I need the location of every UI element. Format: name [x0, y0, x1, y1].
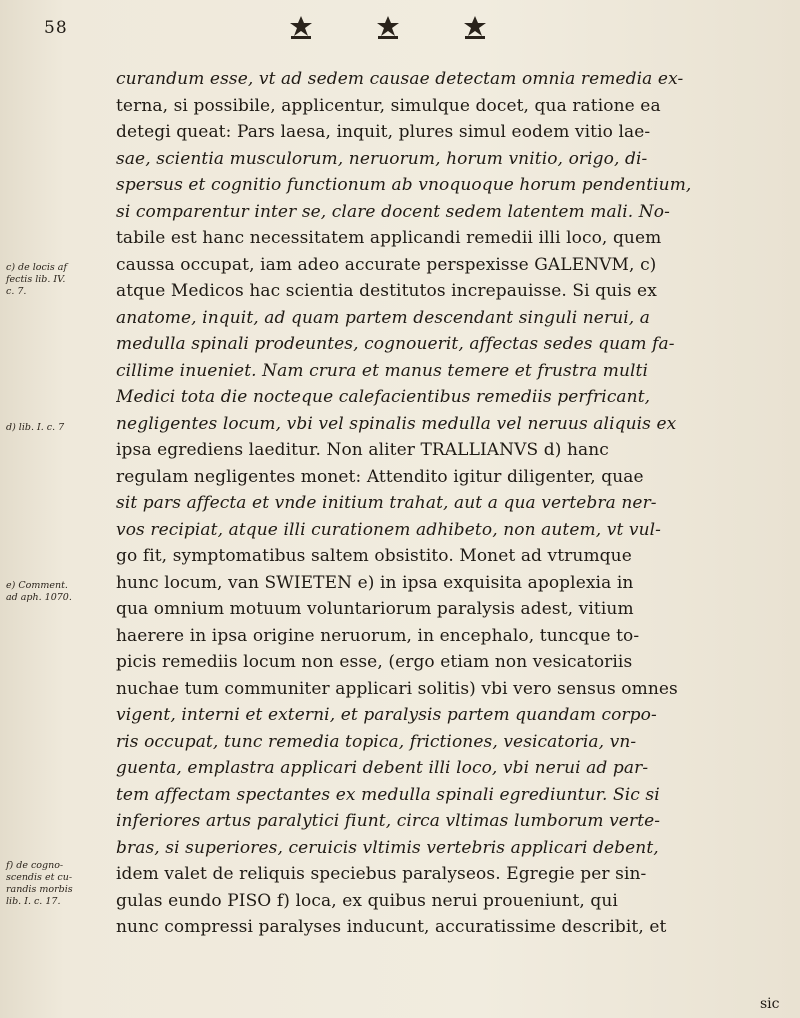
text-line: nunc compressi paralyses inducunt, accuratissime describit, et: [116, 917, 667, 937]
page-number: 58: [44, 18, 68, 38]
main-text: [116, 66, 780, 941]
margin-note-line: ad aph. 1070.: [6, 592, 72, 603]
fleuron-icon: [462, 14, 488, 40]
text-line: inferiores artus paralytici fiunt, circa vltimas lumborum verte-: [116, 811, 661, 831]
text-line: detegi queat: Pars laesa, inquit, plures simul eodem vitio lae-: [116, 122, 651, 142]
text-line: haerere in ipsa origine neruorum, in encephalo, tuncque to-: [116, 625, 640, 646]
margin-note-line: d) lib. I. c. 7: [6, 422, 65, 433]
margin-note-line: c. 7.: [6, 286, 27, 297]
text-line: hunc locum, van SWIETEN e) in ipsa exquisita apoplexia in: [116, 572, 634, 593]
margin-note-line: fectis lib. IV.: [6, 274, 66, 285]
text-line: tem affectam spectantes ex medulla spinali egrediuntur. Sic si: [116, 784, 660, 805]
text-line: sae, scientia musculorum, neruorum, horum vnitio, origo, di-: [116, 148, 648, 169]
margin-note-line: c) de locis af: [6, 262, 67, 273]
text-line: vigent, interni et externi, et paralysis partem quandam corpo-: [116, 705, 657, 725]
margin-note-f: [6, 860, 126, 908]
text-line: gulas eundo PISO f) loca, ex quibus nerui proueniunt, qui: [116, 890, 618, 911]
text-line: caussa occupat, iam adeo accurate perspexisse GALENVM, c): [116, 254, 657, 275]
fleuron-icon: [288, 14, 314, 40]
margin-note-e: [6, 580, 126, 604]
margin-note-d: [6, 422, 126, 434]
text-line: go fit, symptomatibus saltem obsistito. Monet ad vtrumque: [116, 546, 632, 566]
text-line: anatome, inquit, ad quam partem descendant singuli nerui, a: [116, 307, 651, 328]
text-line: Medici tota die nocteque calefacientibus remediis perfricant,: [116, 387, 651, 407]
fleuron-icon: [375, 14, 401, 40]
text-line: guenta, emplastra applicari debent illi loco, vbi nerui ad par-: [116, 758, 649, 778]
text-line: vos recipiat, atque illi curationem adhibeto, non autem, vt vul-: [116, 519, 662, 540]
text-line: si comparentur inter se, clare docent sedem latentem mali. No-: [116, 201, 670, 222]
text-line: cillime inueniet. Nam crura et manus temere et frustra multi: [116, 360, 649, 381]
text-line: negligentes locum, vbi vel spinalis medulla vel neruus aliquis ex: [116, 413, 677, 434]
text-line: idem valet de reliquis speciebus paralyseos. Egregie per sin-: [116, 864, 647, 884]
margin-note-line: scendis et cu-: [6, 872, 73, 883]
text-line: tabile est hanc necessitatem applicandi remedii illi loco, quem: [116, 228, 662, 248]
text-line: atque Medicos hac scientia destitutos increpauisse. Si quis ex: [116, 281, 657, 301]
margin-note-line: f) de cogno-: [6, 860, 64, 871]
text-line: terna, si possibile, applicentur, simulque docet, qua ratione ea: [116, 95, 661, 116]
text-line: qua omnium motuum voluntariorum paralysis adest, vitium: [116, 599, 634, 619]
text-line: bras, si superiores, ceruicis vltimis vertebris applicari debent,: [116, 837, 659, 858]
text-line: ris occupat, tunc remedia topica, frictiones, vesicatoria, vn-: [116, 731, 637, 752]
text-line: regulam negligentes monet: Attendito igitur diligenter, quae: [116, 466, 644, 487]
catchword: sic: [760, 996, 780, 1012]
margin-note-line: randis morbis: [6, 884, 73, 895]
text-line: nuchae tum communiter applicari solitis) vbi vero sensus omnes: [116, 678, 678, 699]
margin-note-line: e) Comment.: [6, 580, 68, 591]
text-line: sit pars affecta et vnde initium trahat, aut a qua vertebra ner-: [116, 493, 657, 513]
text-line: medulla spinali prodeuntes, cognouerit, affectas sedes quam fa-: [116, 334, 675, 354]
text-line: spersus et cognitio functionum ab vnoquoque horum pendentium,: [116, 175, 692, 195]
header-ornaments: [288, 14, 488, 42]
text-line: curandum esse, vt ad sedem causae detectam omnia remedia ex-: [116, 69, 684, 89]
text-line: ipsa egrediens laeditur. Non aliter TRALLIANVS d) hanc: [116, 440, 609, 460]
margin-note-line: lib. I. c. 17.: [6, 896, 61, 907]
text-line: picis remediis locum non esse, (ergo etiam non vesicatoriis: [116, 652, 633, 672]
margin-note-c: [6, 262, 126, 298]
